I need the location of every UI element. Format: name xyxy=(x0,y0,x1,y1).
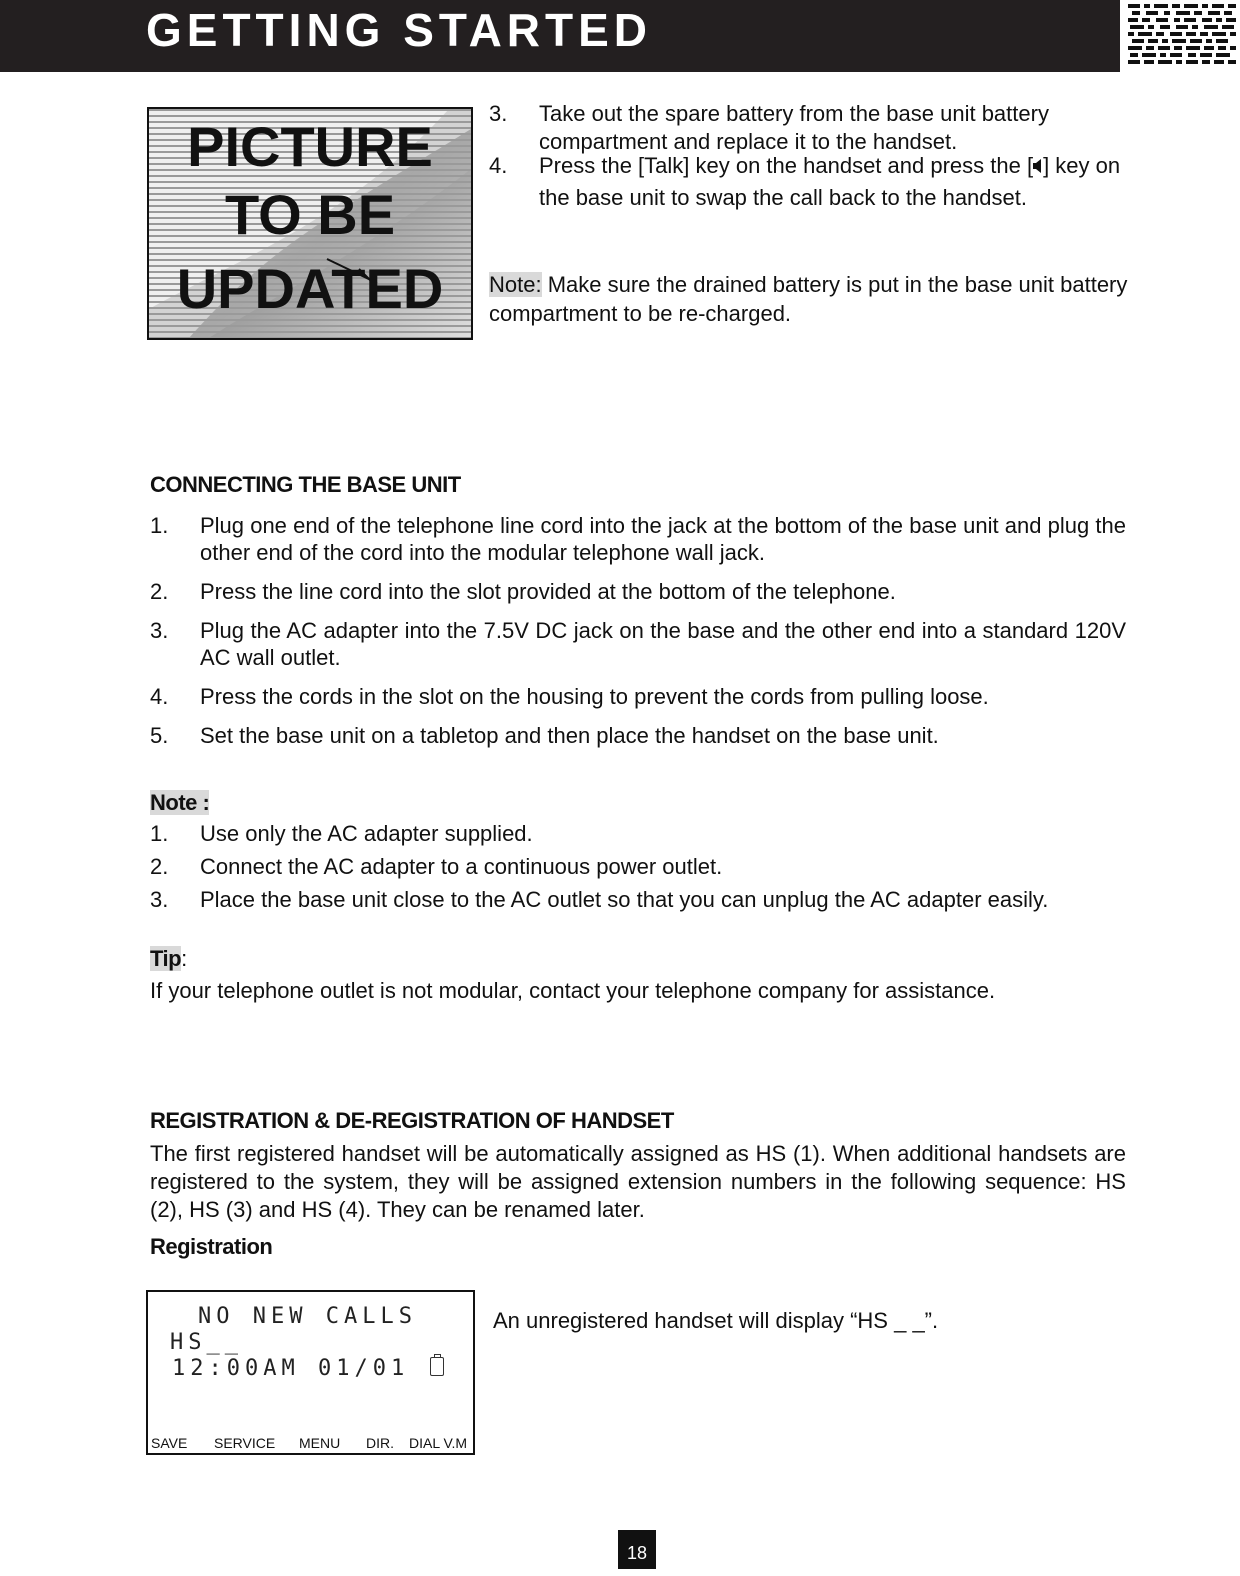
placeholder-line-2: TO BE xyxy=(224,183,396,246)
list-item xyxy=(489,150,1129,214)
step-text: Place the base unit close to the AC outlet so that you can unplug the AC adapter easily. xyxy=(200,887,1049,912)
list-item xyxy=(150,683,1126,710)
lcd-line-1: NO NEW CALLS xyxy=(198,1304,417,1329)
step-text: Press the cords in the slot on the housing to prevent the cords from pulling loose. xyxy=(200,684,989,709)
placeholder-line-3: UPDATED xyxy=(176,257,444,320)
tip-heading xyxy=(150,946,187,972)
lcd-caption: An unregistered handset will display “HS _ _”. xyxy=(493,1308,939,1333)
softkey-save: SAVE xyxy=(151,1435,188,1451)
step-number: 4. xyxy=(489,153,508,178)
step-number: 4. xyxy=(150,684,169,709)
note-label: Note: xyxy=(489,272,542,297)
step-text: Press the line cord into the slot provided at the bottom of the telephone. xyxy=(200,579,896,604)
step-text: Connect the AC adapter to a continuous power outlet. xyxy=(200,854,723,879)
page-number: 18 xyxy=(618,1530,656,1569)
lcd-line-2: HS__ xyxy=(170,1330,243,1355)
list-item xyxy=(150,886,1126,914)
connecting-steps xyxy=(150,512,1126,749)
note-items xyxy=(150,820,1126,914)
battery-swap-steps xyxy=(489,100,1129,214)
list-item xyxy=(150,512,1126,566)
speaker-icon xyxy=(1033,150,1043,182)
tip-label: Tip xyxy=(150,946,182,971)
battery-note xyxy=(489,270,1129,328)
step-number: 1. xyxy=(150,513,169,538)
list-item xyxy=(150,578,1126,605)
step-text: Plug one end of the telephone line cord into the jack at the bottom of the base unit and plug the other end of the cord into the modular telephone wall jack. xyxy=(200,513,1126,565)
step-number: 2. xyxy=(150,854,169,879)
picture-placeholder xyxy=(147,107,473,340)
step-number: 3. xyxy=(489,101,508,126)
step-number: 1. xyxy=(150,821,169,846)
connecting-heading: CONNECTING THE BASE UNIT xyxy=(150,472,461,497)
list-item xyxy=(150,853,1126,881)
softkey-dial-vm: DIAL V.M xyxy=(409,1435,468,1451)
step-number: 3. xyxy=(150,618,169,643)
note-heading xyxy=(150,790,209,816)
tip-text: If your telephone outlet is not modular, contact your telephone company for assistance. xyxy=(150,978,996,1003)
registration-intro: The first registered handset will be automatically assigned as HS (1). When additional handsets are registered to the system, they will be assigned extension numbers in the following sequence: HS (2), HS (3) and HS (4). They can be renamed later. xyxy=(150,1141,1126,1222)
registration-heading: REGISTRATION & DE-REGISTRATION OF HANDSET xyxy=(150,1108,674,1133)
registration-subheading: Registration xyxy=(150,1234,273,1259)
step-text: Set the base unit on a tabletop and then place the handset on the base unit. xyxy=(200,723,939,748)
header-bar xyxy=(0,0,1120,72)
softkey-menu: MENU xyxy=(299,1435,341,1451)
note-text: Make sure the drained battery is put in the base unit battery compartment to be re-charged. xyxy=(489,272,1128,326)
page-title: GETTING STARTED xyxy=(146,4,653,56)
step-number: 2. xyxy=(150,579,169,604)
step-text-before: Press the [Talk] key on the handset and press the [ xyxy=(539,153,1034,178)
list-item xyxy=(489,100,1129,156)
softkey-service: SERVICE xyxy=(214,1435,276,1451)
lcd-line-3: 12:00AM 01/01 xyxy=(172,1356,410,1381)
placeholder-line-1: PICTURE xyxy=(187,115,433,178)
qr-pattern-icon xyxy=(1126,2,1238,70)
tip-colon: : xyxy=(181,946,187,971)
battery-icon xyxy=(430,1357,444,1376)
list-item xyxy=(150,722,1126,749)
lcd-display xyxy=(146,1290,475,1455)
step-text: Use only the AC adapter supplied. xyxy=(200,821,533,846)
list-item xyxy=(150,617,1126,671)
step-number: 3. xyxy=(150,887,169,912)
step-text: Plug the AC adapter into the 7.5V DC jack on the base and the other end into a standard 120V AC wall outlet. xyxy=(200,618,1126,670)
step-text-after: ] key on the base unit to swap the call back to the handset. xyxy=(539,153,1121,210)
list-item xyxy=(150,820,1126,848)
softkey-dir: DIR. xyxy=(366,1435,394,1451)
step-text: Take out the spare battery from the base unit battery compartment and replace it to the handset. xyxy=(539,101,1049,154)
note-heading-label: Note : xyxy=(150,790,210,815)
step-number: 5. xyxy=(150,723,169,748)
